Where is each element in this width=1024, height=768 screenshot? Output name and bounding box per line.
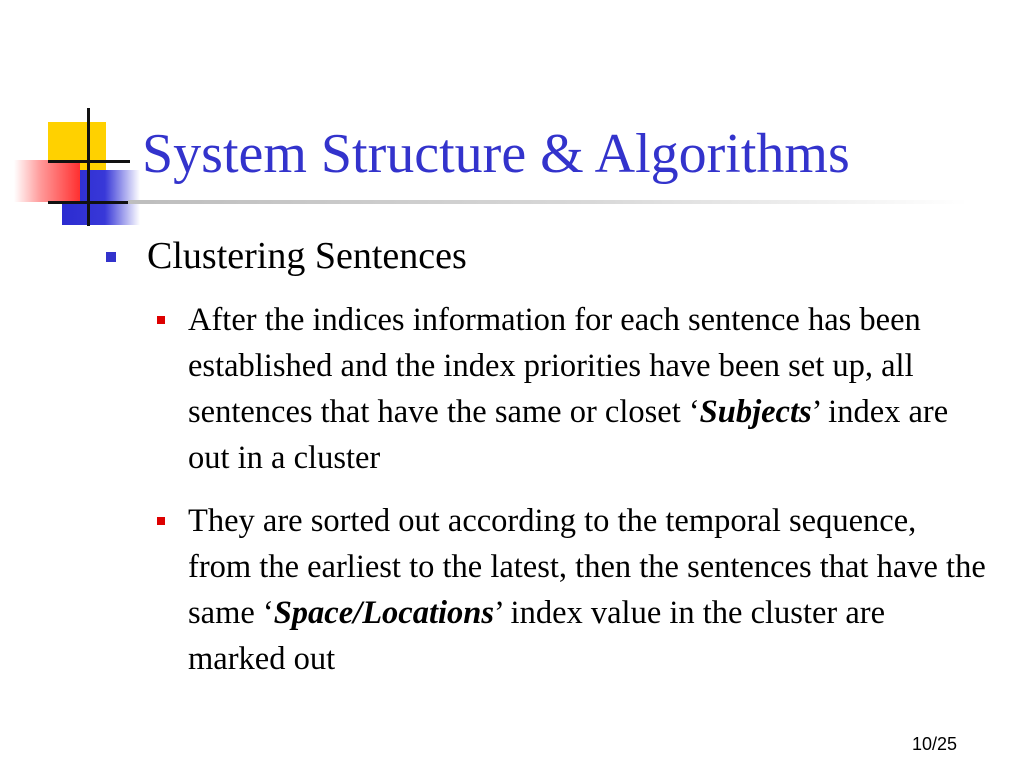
slide-logo-decoration bbox=[0, 0, 140, 240]
square-bullet-icon bbox=[106, 252, 116, 262]
bullet-level1-text: Clustering Sentences bbox=[147, 235, 467, 277]
bullet-text-before: After the indices information for each sentence has been established and the index priorities have been set up, all sentences that have the same or closet ‘ bbox=[188, 302, 921, 430]
bullet-level2-item bbox=[157, 498, 987, 682]
logo-horizontal-line-top bbox=[48, 160, 130, 163]
slide-title: System Structure & Algorithms bbox=[142, 123, 850, 185]
bullet-emphasis: Space/Locations bbox=[273, 595, 494, 631]
bullet-text-after: ’ index are out in a cluster bbox=[188, 394, 949, 476]
square-bullet-icon bbox=[157, 517, 165, 525]
bullet-emphasis: Subjects bbox=[699, 394, 812, 430]
title-underline bbox=[128, 200, 968, 204]
logo-vertical-line bbox=[87, 108, 90, 226]
logo-red-square bbox=[14, 160, 80, 202]
square-bullet-icon bbox=[157, 316, 165, 324]
page-number: 10/25 bbox=[912, 734, 958, 754]
bullet-level1 bbox=[100, 232, 980, 280]
bullet-level2-text bbox=[188, 297, 987, 481]
logo-horizontal-line-bottom bbox=[48, 201, 130, 204]
bullet-text-after: ’ index value in the cluster are marked out bbox=[188, 595, 886, 677]
bullet-level2-item bbox=[157, 297, 987, 481]
bullet-level2-text bbox=[188, 498, 987, 682]
bullet-text-before: They are sorted out according to the temporal sequence, from the earliest to the latest, then the sentences that have the same ‘ bbox=[188, 503, 986, 631]
